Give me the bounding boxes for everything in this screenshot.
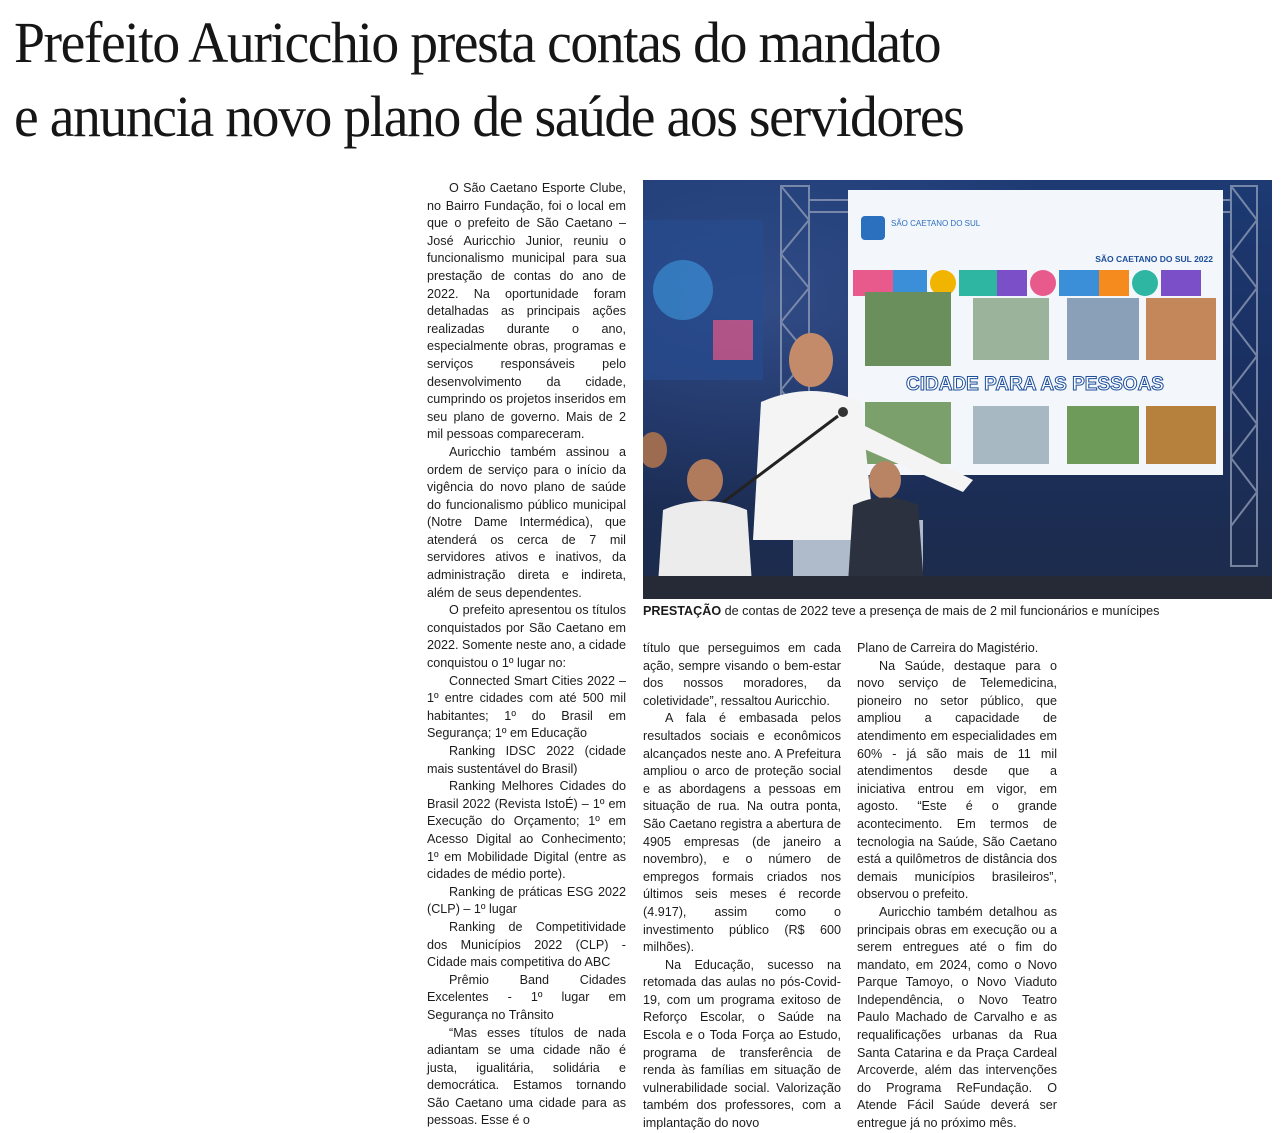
photo-illustration	[643, 180, 1272, 599]
photo-caption	[643, 603, 1272, 619]
caption-text: de contas de 2022 teve a presença de mais de 2 mil funcionários e munícipes	[721, 604, 1160, 618]
paragraph: Auricchio também detalhou as principais obras em execução ou a serem entregues até o fim do mandato, em 2024, como o Novo Parque Tamoyo, o Novo Viaduto Independência, o Novo Teatro Paulo Machado de Carvalho e as requalificações urbanas da Rua Santa Catarina e da Praça Cardeal Arcoverde, além das intervenções do Programa ReFundação. O Atende Fácil Saúde deverá ser entregue já no próximo mês.	[857, 904, 1057, 1131]
headline	[14, 6, 1224, 154]
paragraph: Na Educação, sucesso na retomada das aulas no pós-Covid-19, com um programa exitoso de Reforço Escolar, o Saúde na Escola e o Toda Força ao Estudo, programa de transferência de renda às famílias em situação de vulnerabilidade social. Valorização também dos professores, com a implantação do novo	[643, 957, 841, 1131]
article-column-3	[857, 640, 1057, 1133]
city-crest-icon	[861, 216, 885, 240]
screen-year-label: SÃO CAETANO DO SUL 2022	[1095, 254, 1213, 264]
list-item-award: Ranking de Competitividade dos Municípios 2022 (CLP) -Cidade mais competitiva do ABC	[427, 919, 626, 970]
left-decor-panel	[643, 220, 763, 380]
article-photo	[643, 180, 1272, 599]
stage-floor	[643, 576, 1272, 599]
paragraph: A fala é embasada pelos resultados sociais e econômicos alcançados neste ano. A Prefeitura ampliou o arco de proteção social e as abordagens a pessoas em situação de rua. Na outra ponta, São Caetano registra a abertura de 4905 empresas (de janeiro a novembro), e o número de empregos formais criados nos últimos seis meses é recorde (4.917), assim como o investimento público (R$ 600 milhões).	[643, 711, 841, 955]
microphone-icon	[838, 407, 848, 417]
paragraph: Plano de Carreira do Magistério.	[857, 641, 1039, 655]
list-item-award: Ranking de práticas ESG 2022 (CLP) – 1º lugar	[427, 884, 626, 917]
article-column-2	[643, 640, 841, 1133]
caption-lead: PRESTAÇÃO	[643, 604, 722, 618]
list-item-award: Ranking IDSC 2022 (cidade mais sustentável do Brasil)	[427, 744, 626, 776]
screen-logo-text: SÃO CAETANO DO SUL	[891, 219, 981, 228]
screen-title: CIDADE PARA AS PESSOAS	[906, 374, 1164, 395]
list-item-award: Prêmio Band Cidades Excelentes - 1º lugar em Segurança no Trânsito	[427, 972, 626, 1022]
list-item-award: Ranking Melhores Cidades do Brasil 2022 (Revista IstoÉ) – 1º em Execução do Orçamento; 1º em Acesso Digital ao Conhecimento; 1º em Mobilidade Digital (entre as cidades de médio porte).	[427, 779, 626, 882]
paragraph: O prefeito apresentou os títulos conquistados por São Caetano em 2022. Somente neste ano, a cidade conquistou o 1º lugar no:	[427, 603, 626, 671]
paragraph: “Mas esses títulos de nada adiantam se uma cidade não é justa, igualitária, solidária e democrática. Estamos tornando São Caetano uma cidade para as pessoas. Esse é o	[427, 1025, 626, 1128]
headline-line-1: Prefeito Auricchio presta contas do mandato	[14, 10, 941, 75]
list-item-award: Connected Smart Cities 2022 – 1º entre cidades com até 500 mil habitantes; 1º do Brasil em Segurança; 1º em Educação	[427, 673, 626, 741]
paragraph: título que perseguimos em cada ação, sempre visando o bem-estar dos nossos moradores, da coletividade”, ressaltou Auricchio.	[643, 641, 841, 708]
headline-line-2: e anuncia novo plano de saúde aos servidores	[14, 84, 964, 149]
paragraph: Na Saúde, destaque para o novo serviço de Telemedicina, pioneiro no setor público, que ampliou a capacidade de atendimento em especialidades em 60% - já são mais de 11 mil atendimentos desde que a iniciativa entrou em vigor, em agosto. “Este é o grande acontecimento. Em termos de tecnologia na Saúde, São Caetano está a quilômetros de distância dos demais municípios brasileiros”, observou o prefeito.	[857, 658, 1057, 902]
paragraph: O São Caetano Esporte Clube, no Bairro Fundação, foi o local em que o prefeito de São Caetano – José Auricchio Junior, reuniu o funcionalismo municipal para sua prestação de contas do ano de 2022. Na oportunidade foram detalhadas as principais ações realizadas durante o ano, especialmente obras, programas e serviços responsáveis pelo desenvolvimento da cidade, cumprindo os projetos inseridos em seu plano de governo. Mais de 2 mil pessoas compareceram.	[427, 181, 626, 442]
article-column-1	[427, 180, 626, 1130]
paragraph: Auricchio também assinou a ordem de serviço para o início da vigência do novo plano de saúde do funcionalismo público municipal (Notre Dame Intermédica), que atenderá os cerca de 7 mil servidores ativos e inativos, da administração direta e indireta, além de seus dependentes.	[427, 444, 626, 600]
